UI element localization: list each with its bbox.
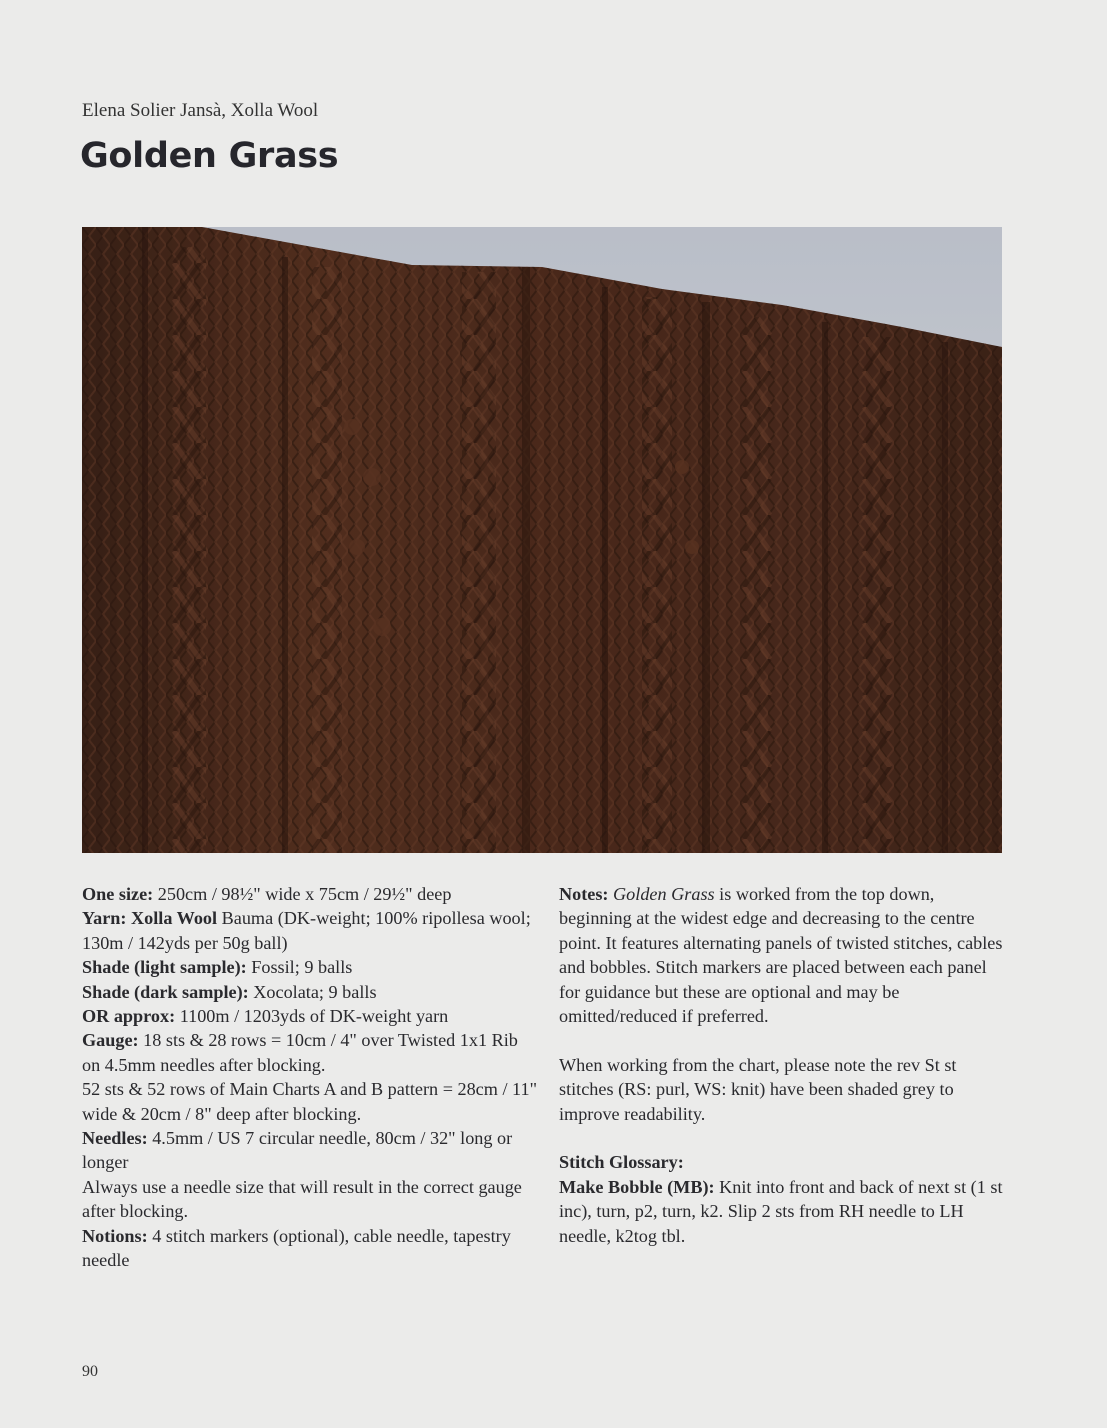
shade-light-line: Shade (light sample): Fossil; 9 balls xyxy=(82,957,353,978)
notes-column xyxy=(559,882,1009,1248)
page-title: Golden Grass xyxy=(80,136,339,176)
size-line: One size: 250cm / 98½" wide x 75cm / 29½" deep xyxy=(82,884,452,904)
make-bobble-entry: Make Bobble (MB): Knit into front and back of next st (1 st inc), turn, p2, turn, k2. Slip 2 sts from RH needle to LH needle, k2tog tbl. xyxy=(559,1176,1003,1246)
needles-note: Always use a needle size that will result in the correct gauge after blocking. xyxy=(82,1176,522,1222)
page-number: 90 xyxy=(82,1363,98,1380)
shade-dark-line: Shade (dark sample): Xocolata; 9 balls xyxy=(82,981,377,1002)
specs-column xyxy=(82,882,537,1273)
author-line: Elena Solier Jansà, Xolla Wool xyxy=(82,100,319,121)
notions-line: Notions: 4 stitch markers (optional), cable needle, tapestry needle xyxy=(82,1225,511,1271)
chart-note: When working from the chart, please note the rev St st stitches (RS: purl, WS: knit) have been shaded grey to improve readability. xyxy=(559,1054,957,1124)
needles-line: Needles: 4.5mm / US 7 circular needle, 80cm / 32" long or longer xyxy=(82,1128,513,1173)
gauge-line: Gauge: 18 sts & 28 rows = 10cm / 4" over Twisted 1x1 Rib on 4.5mm needles after blocking. xyxy=(82,1030,518,1075)
or-approx-line: OR approx: 1100m / 1203yds of DK-weight yarn xyxy=(82,1006,449,1027)
gauge-extra-line: 52 sts & 52 rows of Main Charts A and B pattern = 28cm / 11" wide & 20cm / 8" deep after blocking. xyxy=(82,1079,537,1124)
glossary-heading: Stitch Glossary: xyxy=(559,1152,684,1173)
knitted-shawl-photo xyxy=(82,227,1002,853)
yarn-line: Yarn: Xolla Wool Bauma (DK-weight; 100% ripollesa wool; 130m / 142yds per 50g ball) xyxy=(82,908,531,953)
notes-paragraph: Notes: Golden Grass is worked from the top down, beginning at the widest edge and decreasing to the centre point. It features alternating panels of twisted stitches, cables and bobbles. Stitch markers are placed between each panel for guidance but these are optional and may be omitted/reduced if preferred. xyxy=(559,884,1003,1027)
